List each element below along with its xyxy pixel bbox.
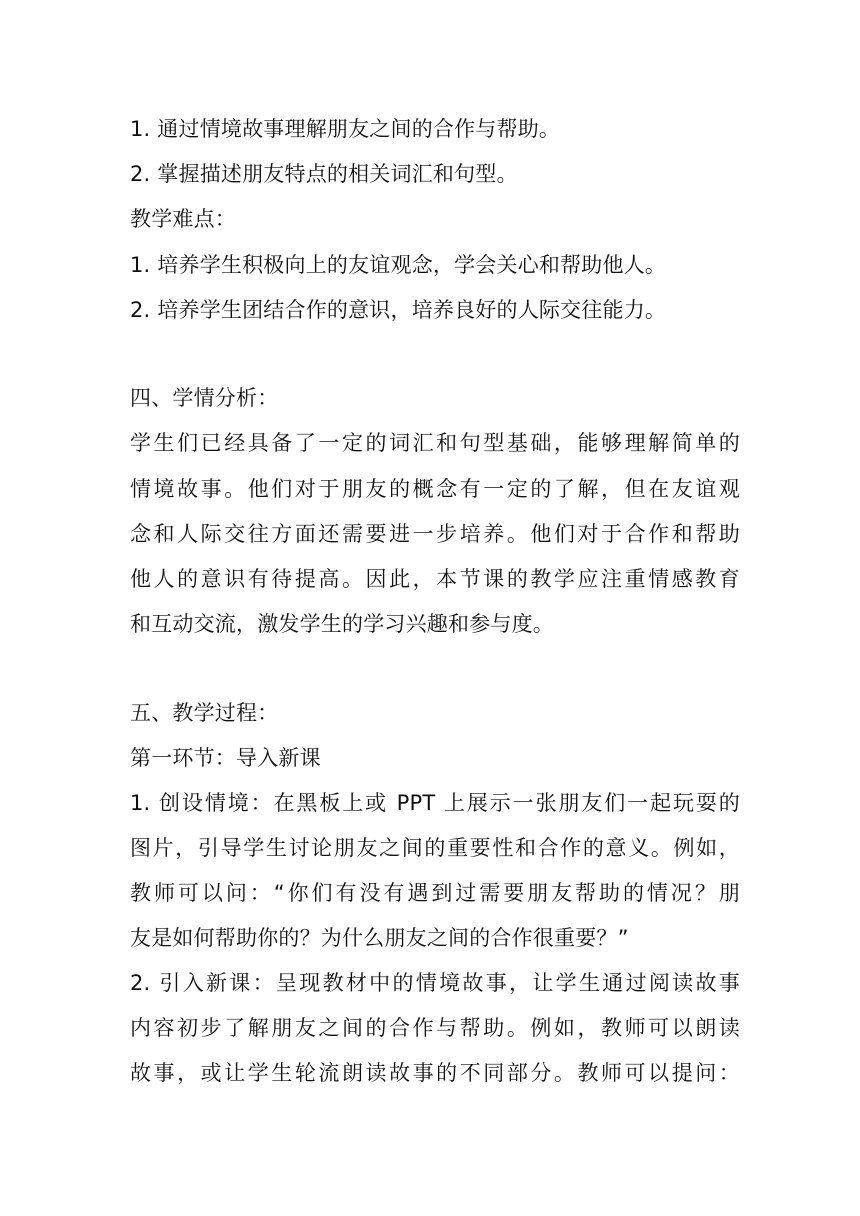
goal-item-1: 1. 通过情境故事理解朋友之间的合作与帮助。: [130, 117, 561, 141]
difficulty-item-2: 2. 培养学生团结合作的意识，培养良好的人际交往能力。: [130, 298, 667, 322]
step-1-item-1-line: 友是如何帮助你的？为什么朋友之间的合作很重要？”: [130, 926, 629, 950]
goal-item-2: 2. 掌握描述朋友特点的相关词汇和句型。: [130, 162, 518, 186]
step-1-heading: 第一环节：导入新课: [130, 746, 321, 770]
step-1-item-1-line: 教师可以问：“你们有没有遇到过需要朋友帮助的情况？朋: [130, 881, 740, 905]
section-4-paragraph-line: 念和人际交往方面还需要进一步培养。他们对于合作和帮助: [130, 522, 740, 546]
section-4-paragraph-line: 情境故事。他们对于朋友的概念有一定的了解，但在友谊观: [130, 477, 740, 501]
difficulty-heading: 教学难点：: [130, 207, 236, 231]
section-4-paragraph-line: 学生们已经具备了一定的词汇和句型基础，能够理解简单的: [130, 431, 740, 455]
step-1-item-2-line: 故事，或让学生轮流朗读故事的不同部分。教师可以提问：: [130, 1061, 740, 1085]
section-5-heading: 五、教学过程：: [130, 701, 279, 725]
step-1-item-1-line: 1. 创设情境：在黑板上或 PPT 上展示一张朋友们一起玩耍的: [130, 791, 740, 815]
step-1-item-1-line: 图片，引导学生讨论朋友之间的重要性和合作的意义。例如，: [130, 836, 740, 860]
difficulty-item-1: 1. 培养学生积极向上的友谊观念，学会关心和帮助他人。: [130, 253, 667, 277]
step-1-item-2-line: 2. 引入新课：呈现教材中的情境故事，让学生通过阅读故事: [130, 971, 740, 995]
section-4-heading: 四、学情分析：: [130, 386, 279, 410]
section-4-paragraph-line: 他人的意识有待提高。因此，本节课的教学应注重情感教育: [130, 567, 740, 591]
step-1-item-2-line: 内容初步了解朋友之间的合作与帮助。例如，教师可以朗读: [130, 1016, 740, 1040]
section-4-paragraph-line: 和互动交流，激发学生的学习兴趣和参与度。: [130, 612, 554, 636]
